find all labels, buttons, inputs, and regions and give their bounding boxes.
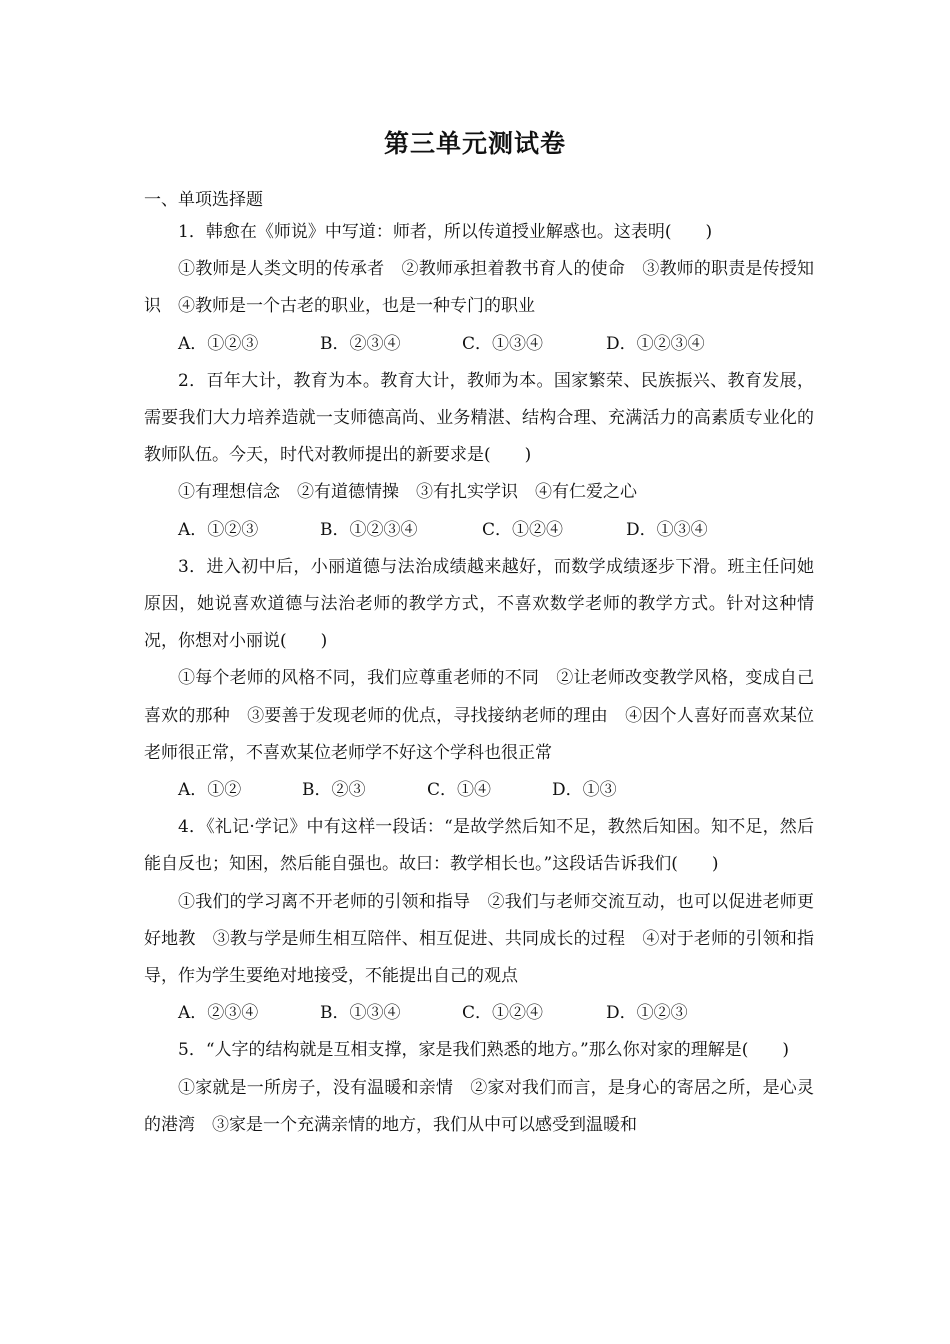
question-5-stem: 5．“人字的结构就是互相支撑，家是我们熟悉的地方。”那么你对家的理解是( )	[178, 1040, 789, 1061]
option-c: C．①④	[427, 780, 492, 801]
question-1-stem: 1．韩愈在《师说》中写道：师者，所以传道授业解惑也。这表明( )	[178, 222, 713, 242]
section-heading: 一、单项选择题	[144, 190, 263, 210]
page-title: 第三单元测试卷	[383, 129, 566, 158]
option-c: C．①②④	[462, 1003, 544, 1024]
question-2-stem: 2．百年大计，教育为本。教育大计，教师为本。国家繁荣、民族振兴、教育发展，需要我们大力培养造就一支师德高尚、业务精湛、结构合理、充满活力的高素质专业化的教师队伍。今天，时代对教师提出的新要求是( )	[144, 370, 814, 466]
option-b: B．②③④	[320, 333, 401, 354]
question-3-statements: ①每个老师的风格不同，我们应尊重老师的不同 ②让老师改变教学风格，变成自己喜欢的那种 ③要善于发现老师的优点，寻找接纳老师的理由 ④因个人喜好而喜欢某位老师很正常，不喜欢某位老师学不好这个学科也很正常	[144, 668, 814, 763]
question-1-statements: ①教师是人类文明的传承者 ②教师承担着教书育人的使命 ③教师的职责是传授知识 ④教师是一个古老的职业，也是一种专门的职业	[144, 259, 814, 317]
option-a: A．②③④	[178, 1003, 259, 1024]
option-d: D．①②③	[606, 1003, 688, 1024]
question-4-statements: ①我们的学习离不开老师的引领和指导 ②我们与老师交流互动，也可以促进老师更好地教 ③教与学是师生相互陪伴、相互促进、共同成长的过程 ④对于老师的引领和指导，作为学生要绝对地接受，不能提出自己的观点	[144, 891, 814, 987]
question-3-options	[144, 772, 814, 809]
option-d: D．①②③④	[606, 333, 705, 354]
question-5-statements: ①家就是一所房子，没有温暖和亲情 ②家对我们而言，是身心的寄居之所，是心灵的港湾 ③家是一个充满亲情的地方，我们从中可以感受到温暖和	[144, 1077, 814, 1135]
option-a: A．①②③	[178, 519, 259, 540]
option-a: A．①②③	[178, 333, 259, 354]
question-2-statements: ①有理想信念 ②有道德情操 ③有扎实学识 ④有仁爱之心	[178, 482, 637, 503]
option-b: B．①②③④	[320, 519, 418, 540]
question-1-options	[144, 326, 814, 363]
option-d: D．①③	[552, 780, 617, 801]
option-c: C．①②④	[482, 519, 564, 540]
question-2-options	[144, 512, 814, 549]
option-a: A．①②	[178, 780, 242, 801]
option-d: D．①③④	[626, 519, 708, 540]
question-3-stem: 3．进入初中后，小丽道德与法治成绩越来越好，而数学成绩逐步下滑。班主任问她原因，她说喜欢道德与法治老师的教学方式，不喜欢数学老师的教学方式。针对这种情况，你想对小丽说( )	[144, 556, 814, 652]
question-4-stem: 4．《礼记·学记》中有这样一段话：“是故学然后知不足，教然后知困。知不足，然后能自反也；知困，然后能自强也。故曰：教学相长也。”这段话告诉我们( )	[144, 817, 814, 875]
option-b: B．①③④	[320, 1003, 401, 1024]
question-list	[144, 214, 814, 1144]
question-4-options	[144, 995, 814, 1032]
option-c: C．①③④	[462, 333, 544, 354]
option-b: B．②③	[302, 780, 366, 801]
